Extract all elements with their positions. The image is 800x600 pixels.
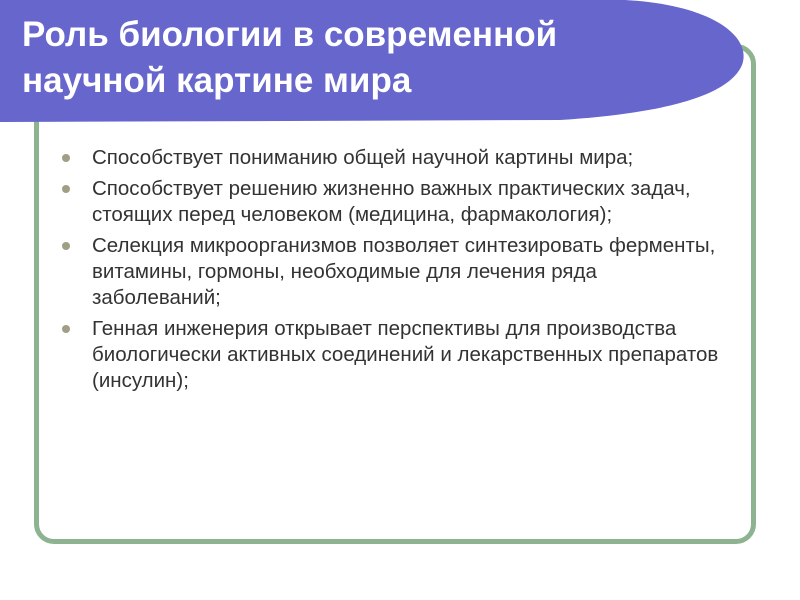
bullet-dot-icon — [62, 154, 70, 162]
bullet-item — [62, 233, 722, 311]
bullet-dot-icon — [62, 185, 70, 193]
bullet-text: Селекция микроорганизмов позволяет синтезировать ферменты, витамины, гормоны, необходимые для лечения ряда заболеваний; — [92, 234, 716, 309]
bullet-text: Генная инженерия открывает перспективы для производства биологически активных соединений и лекарственных препаратов (инсулин); — [92, 317, 719, 392]
bullet-item — [62, 145, 722, 171]
slide-title-line1: Роль биологии в современной — [22, 15, 558, 54]
slide-title — [22, 12, 722, 104]
bullet-list — [62, 145, 722, 399]
bullet-dot-icon — [62, 325, 70, 333]
bullet-dot-icon — [62, 242, 70, 250]
slide-title-line2: научной картине мира — [22, 61, 412, 100]
bullet-text: Способствует пониманию общей научной картины мира; — [92, 146, 634, 169]
bullet-text: Способствует решению жизненно важных практических задач, стоящих перед человеком (медицина, фармакология); — [92, 177, 691, 226]
bullet-item — [62, 176, 722, 228]
bullet-item — [62, 316, 722, 394]
